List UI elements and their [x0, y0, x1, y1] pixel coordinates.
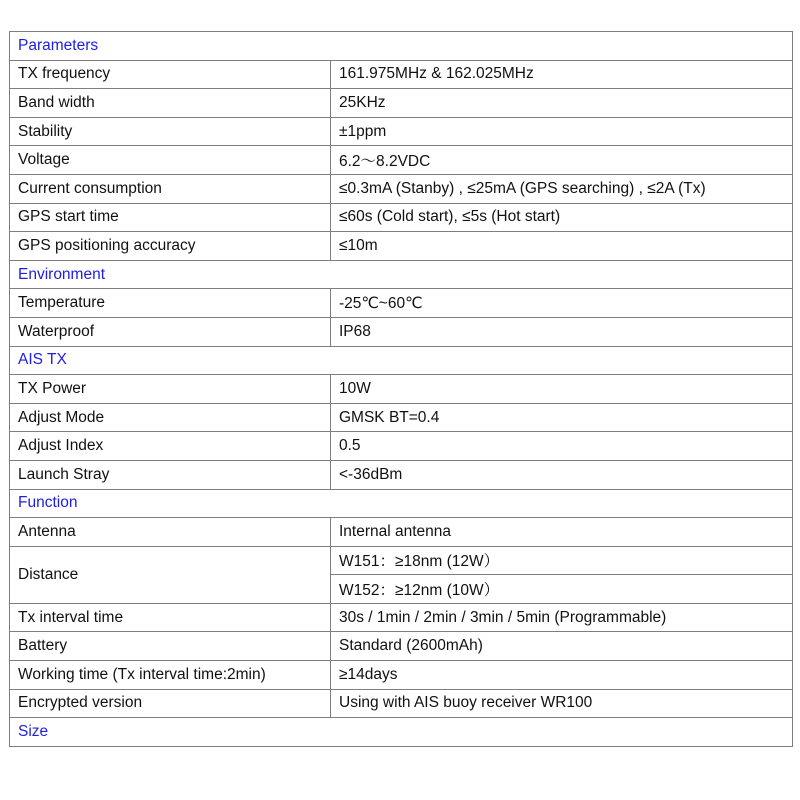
row-value: W152：≥12nm (10W） [331, 575, 793, 604]
row-value: 6.2～8.2VDC [331, 146, 793, 175]
section-title-parameters: Parameters [10, 32, 793, 61]
table-row [10, 203, 793, 232]
row-label: Voltage [10, 146, 331, 175]
row-label: Antenna [10, 518, 331, 547]
table-row [10, 60, 793, 89]
row-label: Band width [10, 89, 331, 118]
row-label: Current consumption [10, 174, 331, 203]
row-label: Temperature [10, 289, 331, 318]
row-label: TX frequency [10, 60, 331, 89]
table-row [10, 403, 793, 432]
row-value: -25℃~60℃ [331, 289, 793, 318]
table-row [10, 546, 793, 575]
table-row [10, 661, 793, 690]
table-row [10, 174, 793, 203]
row-label: Adjust Mode [10, 403, 331, 432]
row-value: 10W [331, 375, 793, 404]
row-value: <-36dBm [331, 460, 793, 489]
section-title-size: Size [10, 718, 793, 747]
table-row [10, 375, 793, 404]
row-label: Distance [10, 546, 331, 603]
row-label: Tx interval time [10, 603, 331, 632]
row-value: W151：≥18nm (12W） [331, 546, 793, 575]
row-label: Working time (Tx interval time:2min) [10, 661, 331, 690]
row-value: IP68 [331, 317, 793, 346]
row-value: 30s / 1min / 2min / 3min / 5min (Programmable) [331, 603, 793, 632]
row-value: GMSK BT=0.4 [331, 403, 793, 432]
table-row [10, 117, 793, 146]
section-header-row [10, 346, 793, 375]
table-row [10, 289, 793, 318]
row-label: TX Power [10, 375, 331, 404]
table-row [10, 460, 793, 489]
row-label: Waterproof [10, 317, 331, 346]
row-value: ≤0.3mA (Stanby) , ≤25mA (GPS searching) , ≤2A (Tx) [331, 174, 793, 203]
table-row [10, 232, 793, 261]
specifications-table [9, 31, 793, 747]
row-label: Stability [10, 117, 331, 146]
row-label: GPS start time [10, 203, 331, 232]
row-value: 25KHz [331, 89, 793, 118]
row-value: Standard (2600mAh) [331, 632, 793, 661]
table-row [10, 432, 793, 461]
row-label: Battery [10, 632, 331, 661]
row-label: Encrypted version [10, 689, 331, 718]
section-header-row [10, 260, 793, 289]
table-row [10, 518, 793, 547]
table-row [10, 317, 793, 346]
section-title-function: Function [10, 489, 793, 518]
row-value: ≤10m [331, 232, 793, 261]
row-value: Using with AIS buoy receiver WR100 [331, 689, 793, 718]
section-title-ais-tx: AIS TX [10, 346, 793, 375]
section-header-row [10, 489, 793, 518]
row-label: Adjust Index [10, 432, 331, 461]
row-value: ≤60s (Cold start), ≤5s (Hot start) [331, 203, 793, 232]
section-title-environment: Environment [10, 260, 793, 289]
row-label: Launch Stray [10, 460, 331, 489]
row-label: GPS positioning accuracy [10, 232, 331, 261]
section-header-row [10, 32, 793, 61]
table-row [10, 89, 793, 118]
row-value: 161.975MHz & 162.025MHz [331, 60, 793, 89]
table-row [10, 632, 793, 661]
row-value: 0.5 [331, 432, 793, 461]
row-value: ±1ppm [331, 117, 793, 146]
row-value: Internal antenna [331, 518, 793, 547]
table-row [10, 603, 793, 632]
table-row [10, 689, 793, 718]
section-header-row [10, 718, 793, 747]
row-value: ≥14days [331, 661, 793, 690]
table-row [10, 146, 793, 175]
